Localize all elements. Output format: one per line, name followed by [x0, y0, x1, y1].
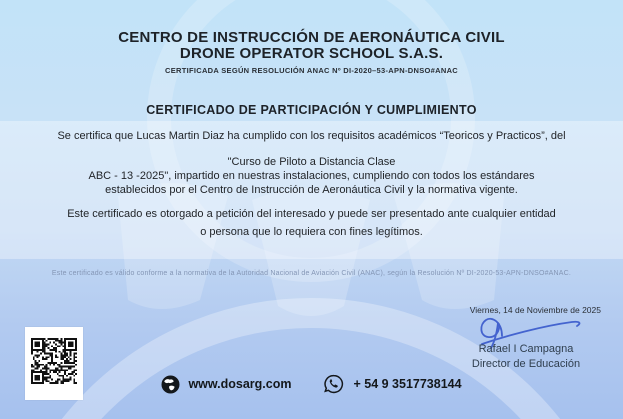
issued-line-1: Este certificado es otorgado a petición del interesado y puede ser presentado ante cualquier entidad — [67, 208, 556, 220]
signer-block — [428, 342, 623, 371]
header-block — [0, 30, 623, 75]
course-line-3: establecidos por el Centro de Instrucción de Aeronáutica Civil y la normativa vigente. — [105, 184, 518, 196]
course-line-1: "Curso de Piloto a Distancia Clase — [227, 156, 396, 168]
org-name-line1: CENTRO DE INSTRUCCIÓN DE AERONÁUTICA CIVIL — [118, 29, 505, 46]
whatsapp-icon — [323, 373, 345, 395]
signer-name: Rafael I Campagna — [478, 343, 574, 355]
website-link: www.dosarg.com — [188, 377, 292, 391]
phone-number: + 54 9 3517738144 — [353, 377, 462, 391]
certificate-title: CERTIFICADO DE PARTICIPACIÓN Y CUMPLIMIENTO — [146, 103, 477, 117]
course-line-2: ABC - 13 -2025", impartido en nuestras instalaciones, cumpliendo con todos los estándares — [88, 170, 535, 182]
body-paragraph-2 — [0, 155, 623, 197]
org-certification-line: CERTIFICADA SEGÚN RESOLUCIÓN ANAC Nº DI-2020–53-APN-DNSO#ANAC — [164, 66, 459, 75]
body-paragraph-3 — [0, 205, 623, 241]
footer-contact — [0, 373, 623, 395]
issued-line-2: o persona que lo requiera con fines legítimos. — [200, 226, 423, 238]
issue-date: Viernes, 14 de Noviembre de 2025 — [469, 305, 601, 315]
body-paragraph-1: Se certifica que Lucas Martin Diaz ha cumplido con los requisitos académicos “Teoricos y Practicos”, del — [57, 130, 566, 142]
legal-note: Este certificado es válido conforme a la normativa de la Autoridad Nacional de Aviación Civil (ANAC), según la Resolución Nº DI-2020-53-APN-DNSO#ANAC. — [51, 270, 572, 277]
signer-title: Director de Educación — [471, 357, 581, 370]
globe-icon — [161, 375, 180, 394]
org-name-line2: DRONE OPERATOR SCHOOL S.A.S. — [179, 45, 444, 62]
